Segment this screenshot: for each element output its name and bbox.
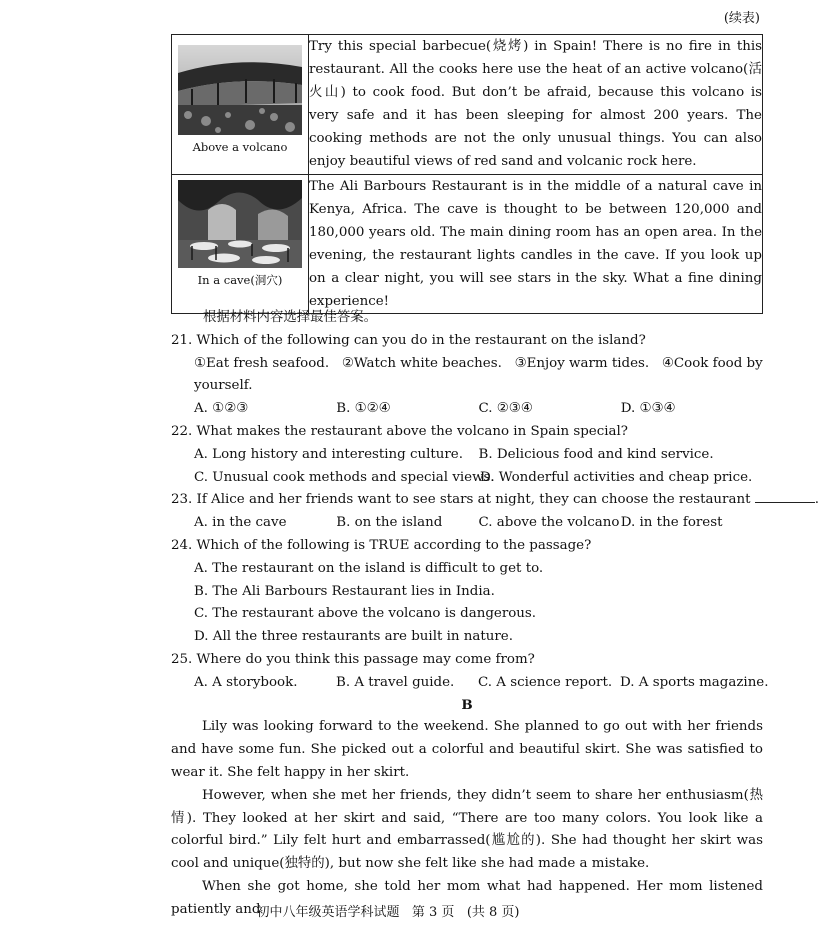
q25-option-a[interactable]: A. A storybook. xyxy=(194,674,298,690)
q23-option-c[interactable]: C. above the volcano xyxy=(478,515,620,531)
materials-table xyxy=(171,34,763,314)
volcano-restaurant-photo xyxy=(178,45,302,135)
q21-option-d[interactable]: D. ①③④ xyxy=(620,401,676,417)
material-row-cave xyxy=(172,174,763,314)
q24-stem: 24. Which of the following is TRUE according to the passage? xyxy=(171,537,592,553)
passage-paragraph: However, when she met her friends, they didn’t seem to share her enthusiasm(热情). They looked at her skirt and said, “There are too many colors. You look like a colorful bird.” Lily felt hurt and embarrassed(尴尬的). She had thought her skirt was cool and unique(独特的), but now she felt like she had made a mistake. xyxy=(171,787,763,872)
continued-label: (续表) xyxy=(723,11,760,26)
q24-option-c[interactable]: C. The restaurant above the volcano is dangerous. xyxy=(194,606,537,622)
q23-option-a[interactable]: A. in the cave xyxy=(194,515,287,531)
q21-items-cont: yourself. xyxy=(194,378,253,394)
questions-area xyxy=(171,306,819,922)
section-b-passage xyxy=(171,716,763,921)
q21-options xyxy=(171,397,763,420)
q23-option-d[interactable]: D. in the forest xyxy=(620,515,723,531)
q21-items: ①Eat fresh seafood. ②Watch white beaches. ③Enjoy warm tides. ④Cook food by xyxy=(194,355,763,371)
q22-option-b[interactable]: B. Delicious food and kind service. xyxy=(478,446,714,462)
q22-option-a[interactable]: A. Long history and interesting culture. xyxy=(194,446,463,462)
q22-stem: 22. What makes the restaurant above the volcano in Spain special? xyxy=(171,423,628,439)
q25-stem: 25. Where do you think this passage may come from? xyxy=(171,651,535,667)
volcano-caption: Above a volcano xyxy=(192,140,288,154)
q24-option-d[interactable]: D. All the three restaurants are built in nature. xyxy=(194,629,513,645)
q23-stem-line xyxy=(171,488,819,511)
q24-option-b[interactable]: B. The Ali Barbours Restaurant lies in India. xyxy=(194,583,495,599)
q21-stem: 21. Which of the following can you do in the restaurant on the island? xyxy=(171,332,646,348)
q21-option-b[interactable]: B. ①②④ xyxy=(336,401,391,417)
q22-option-c[interactable]: C. Unusual cook methods and special views. xyxy=(194,469,495,485)
instruction: 根据材料内容选择最佳答案。 xyxy=(203,310,378,325)
q25-option-d[interactable]: D. A sports magazine. xyxy=(620,674,769,690)
page-footer: 初中八年级英语学科试题 第 3 页 (共 8 页) xyxy=(256,905,520,920)
cave-restaurant-photo xyxy=(178,180,302,268)
q22-option-d[interactable]: D. Wonderful activities and cheap price. xyxy=(480,469,753,485)
section-b-title: B xyxy=(461,696,473,713)
cave-text: The Ali Barbours Restaurant is in the middle of a natural cave in Kenya, Africa. The cave is thought to be between 120,000 and 180,000 years old. The main dining room has an open area. In the evening, the restaurant lights candles in the cave. If you look up on a clear night, you will see stars in the sky. What a fine dining experience! xyxy=(309,174,763,314)
q23-options xyxy=(171,511,763,534)
passage-paragraph: When she got home, she told her mom what had happened. Her mom listened patiently and xyxy=(171,878,763,917)
q21-option-c[interactable]: C. ②③④ xyxy=(478,401,533,417)
material-row-volcano xyxy=(172,35,763,175)
q25-option-b[interactable]: B. A travel guide. xyxy=(336,674,455,690)
q23-stem: 23. If Alice and her friends want to see stars at night, they can choose the restaurant xyxy=(171,492,751,508)
cave-image-cell xyxy=(172,174,309,314)
volcano-text: Try this special barbecue(烧烤) in Spain! There is no fire in this restaurant. All the cooks here use the heat of an active volcano(活火山) to cook food. But don’t be afraid, because this volcano is very safe and it has been sleeping for almost 200 years. The cooking methods are not the only unusual things. You can also enjoy beautiful views of red sand and volcanic rock here. xyxy=(309,35,763,175)
q25-options xyxy=(171,671,769,694)
q22-options-row1 xyxy=(171,443,763,466)
cave-caption: In a cave(洞穴) xyxy=(197,272,283,287)
q23-stem-end: . xyxy=(814,492,819,508)
q23-option-b[interactable]: B. on the island xyxy=(336,515,443,531)
q23-answer-blank[interactable] xyxy=(755,488,815,503)
q21-option-a[interactable]: A. ①②③ xyxy=(194,401,249,417)
volcano-image-cell xyxy=(172,35,309,175)
q25-option-c[interactable]: C. A science report. xyxy=(478,674,613,690)
q22-options-row2 xyxy=(171,466,763,489)
q24-option-a[interactable]: A. The restaurant on the island is difficult to get to. xyxy=(194,560,544,576)
passage-paragraph: Lily was looking forward to the weekend. She planned to go out with her friends and have some fun. She picked out a colorful and beautiful skirt. She was satisfied to wear it. She felt happy in her skirt. xyxy=(171,719,763,780)
